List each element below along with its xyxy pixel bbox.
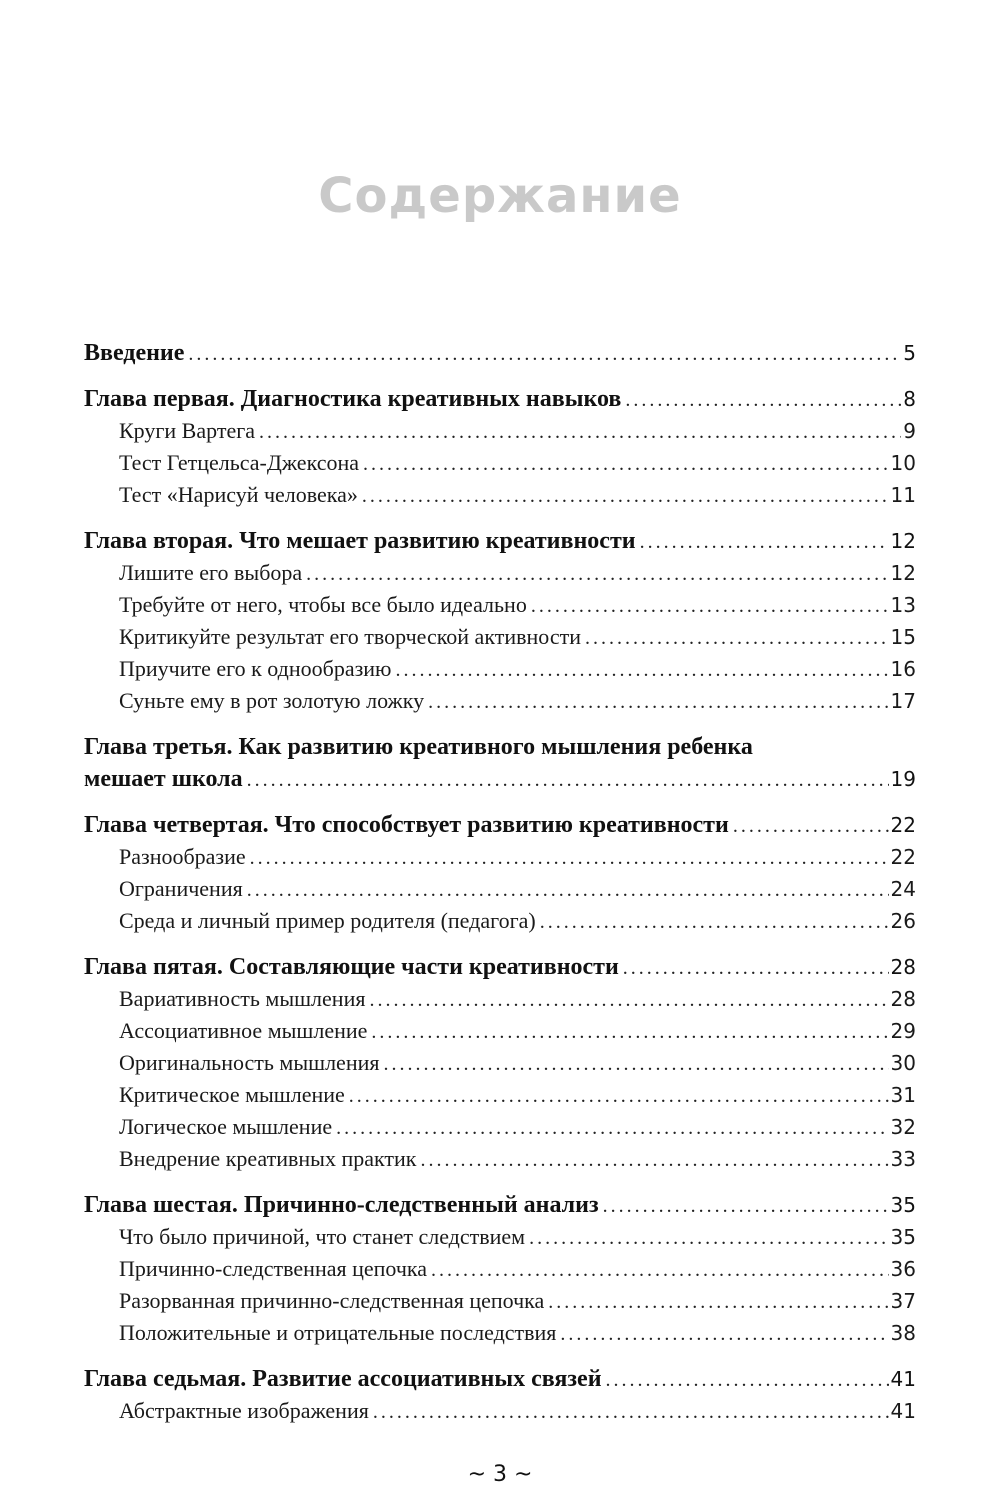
toc-chapter-title: Глава вторая. Что мешает развитию креативности	[84, 528, 636, 554]
dot-leader	[560, 1318, 888, 1350]
page-title: Содержание	[318, 168, 682, 224]
toc-page-number: 36	[890, 1257, 916, 1281]
toc-chapter-title: Глава шестая. Причинно-следственный анализ	[84, 1192, 599, 1218]
toc-chapter-group	[84, 809, 916, 937]
toc-chapter-entry	[84, 809, 916, 841]
toc-page-number: 17	[890, 689, 916, 713]
toc-section-title: Вариативность мышления	[119, 986, 366, 1011]
dot-leader	[247, 874, 889, 906]
toc-section-title: Требуйте от него, чтобы все было идеально	[119, 592, 527, 617]
toc-chapter-group	[84, 1363, 916, 1427]
toc-section-title: Среда и личный пример родителя (педагога)	[119, 908, 536, 933]
toc-section-entry	[84, 1221, 916, 1253]
toc-page-number: 15	[890, 625, 916, 649]
toc-page-number: 5	[903, 341, 916, 365]
toc-chapter-title: Глава пятая. Составляющие части креативности	[84, 954, 619, 980]
dot-leader	[384, 1048, 889, 1080]
table-of-contents	[84, 337, 916, 1441]
toc-section-title: Причинно-следственная цепочка	[119, 1256, 428, 1281]
toc-page-number: 38	[890, 1321, 916, 1345]
toc-section-entry	[84, 621, 916, 653]
toc-chapter-entry	[84, 337, 916, 369]
toc-section-entry	[84, 1317, 916, 1349]
toc-page-number: 37	[890, 1289, 916, 1313]
toc-section-entry	[84, 873, 916, 905]
dot-leader	[640, 526, 889, 558]
dot-leader	[428, 686, 888, 718]
toc-section-title: Круги Вартега	[119, 418, 255, 443]
toc-section-title: Приучите его к однообразию	[119, 656, 392, 681]
toc-page-number: 12	[890, 529, 916, 553]
toc-chapter-group	[84, 1189, 916, 1349]
toc-section-title: Лишите его выбора	[119, 560, 303, 585]
toc-page-number: 28	[890, 955, 916, 979]
dot-leader	[420, 1144, 888, 1176]
dot-leader	[529, 1222, 888, 1254]
toc-chapter-entry	[84, 951, 916, 983]
toc-page-number: 12	[890, 561, 916, 585]
toc-page-number: 10	[890, 451, 916, 475]
toc-chapter-group	[84, 951, 916, 1175]
toc-section-title: Суньте ему в рот золотую ложку	[119, 688, 425, 713]
toc-chapter-title: Глава третья. Как развитию креативного мышления ребенка	[84, 734, 753, 760]
dot-leader	[625, 384, 901, 416]
toc-page-number: 31	[890, 1083, 916, 1107]
toc-section-entry	[84, 841, 916, 873]
toc-section-title: Что было причиной, что станет следствием	[119, 1224, 526, 1249]
dot-leader	[250, 842, 889, 874]
toc-section-title: Внедрение креативных практик	[119, 1146, 417, 1171]
dot-leader	[540, 906, 889, 938]
toc-page-number: 35	[890, 1225, 916, 1249]
dot-leader	[431, 1254, 889, 1286]
toc-section-entry	[84, 1079, 916, 1111]
toc-chapter-entry	[84, 763, 916, 795]
toc-page-number: 33	[890, 1147, 916, 1171]
toc-section-entry	[84, 447, 916, 479]
page-number: ~ 3 ~	[467, 1462, 533, 1487]
dot-leader	[603, 1190, 889, 1222]
dot-leader	[259, 416, 901, 448]
dot-leader	[373, 1396, 889, 1428]
dot-leader	[371, 1016, 888, 1048]
toc-section-title: Ассоциативное мышление	[119, 1018, 368, 1043]
dot-leader	[585, 622, 889, 654]
toc-section-title: Абстрактные изображения	[119, 1398, 369, 1423]
toc-page-number: 41	[890, 1367, 916, 1391]
dot-leader	[306, 558, 888, 590]
toc-section-title: Критическое мышление	[119, 1082, 345, 1107]
toc-page-number: 22	[890, 813, 916, 837]
toc-page-number: 24	[890, 877, 916, 901]
toc-chapter-title: мешает школа	[84, 766, 243, 792]
toc-page-number: 16	[890, 657, 916, 681]
dot-leader	[369, 984, 888, 1016]
toc-section-entry	[84, 653, 916, 685]
toc-page-number: 9	[903, 419, 916, 443]
toc-page-number: 22	[890, 845, 916, 869]
toc-section-title: Разнообразие	[119, 844, 246, 869]
toc-chapter-entry	[84, 1363, 916, 1395]
dot-leader	[188, 338, 901, 370]
toc-page-number: 8	[903, 387, 916, 411]
toc-chapter-title: Глава четвертая. Что способствует развитию креативности	[84, 812, 729, 838]
toc-chapter-title: Глава седьмая. Развитие ассоциативных связей	[84, 1366, 602, 1392]
toc-page-number: 13	[890, 593, 916, 617]
toc-page-number: 26	[890, 909, 916, 933]
dot-leader	[362, 480, 889, 512]
toc-section-entry	[84, 1253, 916, 1285]
toc-section-entry	[84, 1395, 916, 1427]
toc-chapter-group	[84, 731, 916, 795]
toc-chapter-title: Глава первая. Диагностика креативных навыков	[84, 386, 622, 412]
dot-leader	[396, 654, 889, 686]
toc-section-title: Тест «Нарисуй человека»	[119, 482, 358, 507]
toc-section-entry	[84, 415, 916, 447]
toc-section-title: Логическое мышление	[119, 1114, 333, 1139]
toc-chapter-entry	[84, 1189, 916, 1221]
toc-section-title: Положительные и отрицательные последствия	[119, 1320, 557, 1345]
toc-section-title: Критикуйте результат его творческой активности	[119, 624, 581, 649]
dot-leader	[336, 1112, 888, 1144]
toc-section-entry	[84, 1285, 916, 1317]
toc-section-entry	[84, 685, 916, 717]
dot-leader	[606, 1364, 889, 1396]
dot-leader	[247, 764, 889, 796]
toc-section-entry	[84, 1047, 916, 1079]
dot-leader	[349, 1080, 889, 1112]
toc-chapter-title: Введение	[84, 340, 185, 366]
dot-leader	[531, 590, 889, 622]
toc-section-entry	[84, 589, 916, 621]
toc-chapter-group	[84, 383, 916, 511]
dot-leader	[363, 448, 889, 480]
toc-section-title: Ограничения	[119, 876, 243, 901]
toc-page-number: 29	[890, 1019, 916, 1043]
toc-section-title: Оригинальность мышления	[119, 1050, 380, 1075]
toc-section-entry	[84, 983, 916, 1015]
toc-chapter-group	[84, 525, 916, 717]
toc-page-number: 30	[890, 1051, 916, 1075]
toc-page-number: 41	[890, 1399, 916, 1423]
toc-page-number: 28	[890, 987, 916, 1011]
toc-section-entry	[84, 1143, 916, 1175]
toc-section-entry	[84, 557, 916, 589]
toc-page-number: 11	[890, 483, 916, 507]
toc-section-entry	[84, 1015, 916, 1047]
toc-chapter-entry	[84, 525, 916, 557]
toc-section-title: Разорванная причинно-следственная цепочка	[119, 1288, 545, 1313]
dot-leader	[733, 810, 889, 842]
toc-section-entry	[84, 479, 916, 511]
toc-section-entry	[84, 1111, 916, 1143]
toc-chapter-entry	[84, 383, 916, 415]
toc-section-entry	[84, 905, 916, 937]
toc-chapter-group	[84, 337, 916, 369]
toc-section-title: Тест Гетцельса-Джексона	[119, 450, 360, 475]
toc-chapter-title-line	[84, 731, 916, 763]
toc-page-number: 19	[890, 767, 916, 791]
dot-leader	[548, 1286, 888, 1318]
toc-page-number: 35	[890, 1193, 916, 1217]
toc-page-number: 32	[890, 1115, 916, 1139]
dot-leader	[623, 952, 889, 984]
